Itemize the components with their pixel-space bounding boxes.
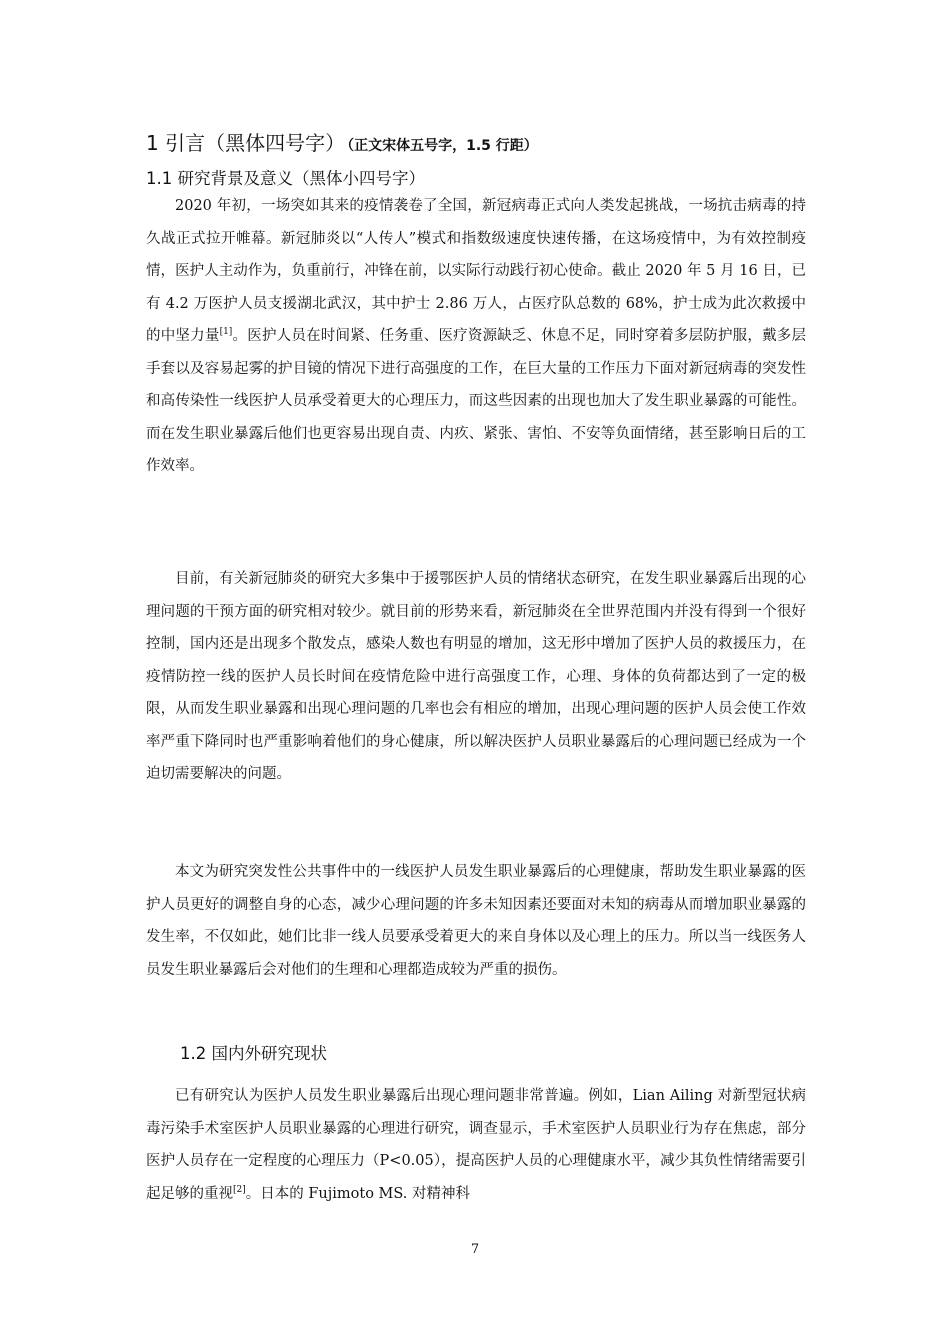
citation-1: [1] [219, 327, 233, 338]
page-number: 7 [470, 1242, 480, 1257]
citation-2: [2] [233, 1184, 246, 1195]
paragraph-4-text-a: 已有研究认为医护人员发生职业暴露后出现心理问题非常普遍。例如，Lian Ailing 对新型冠状病毒污染手术室医护人员职业暴露的心理进行研究，调查显示，手术室医护人员职业行为存在焦虑，部分医护人员存在一定程度的心理压力（P<0.05），提高医护人员的心理健康水平，减少其负性情绪需要引起足够的重视 [146, 1088, 806, 1202]
section-heading-1-2: 1.2 国内外研究现状 [180, 1044, 327, 1063]
section-heading-1-1: 1.1 研究背景及意义（黑体小四号字） [146, 169, 425, 188]
paragraph-2: 目前，有关新冠肺炎的研究大多集中于援鄂医护人员的情绪状态研究，在发生职业暴露后出现的心理问题的干预方面的研究相对较少。就目前的形势来看，新冠肺炎在全世界范围内并没有得到一个很好控制，国内还是出现多个散发点，感染人数也有明显的增加，这无形中增加了医护人员的救援压力，在疫情防控一线的医护人员长时间在疫情危险中进行高强度工作，心理、身体的负荷都达到了一定的极限，从而发生职业暴露和出现心理问题的几率也会有相应的增加，出现心理问题的医护人员会使工作效率严重下降同时也严重影响着他们的身心健康，所以解决医护人员职业暴露后的心理问题已经成为一个迫切需要解决的问题。 [146, 571, 806, 782]
paragraph-1-text-b: 。医护人员在时间紧、任务重、医疗资源缺乏、休息不足，同时穿着多层防护服，戴多层手套以及容易起雾的护目镜的情况下进行高强度的工作，在巨大量的工作压力下面对新冠病毒的突发性和高传染性一线医护人员承受着更大的心理压力，而这些因素的出现也加大了发生职业暴露的可能性。而在发生职业暴露后他们也更容易出现自责、内疚、紧张、害怕、不安等负面情绪，甚至影响日后的工作效率。 [146, 328, 807, 474]
section-heading-1 [146, 128, 538, 161]
heading-1-format-note: （正文宋体五号字，1.5 行距） [347, 138, 538, 154]
paragraph-1-text-a: 2020 年初，一场突如其来的疫情袭卷了全国，新冠病毒正式向人类发起挑战，一场抗击病毒的持久战正式拉开帷幕。新冠肺炎以“人传人”模式和指数级速度快速传播，在这场疫情中，为有效控制疫情，医护人主动作为，负重前行，冲锋在前，以实际行动践行初心使命。截止 2020 年 5 月 16 日，已有 4.2 万医护人员支援湖北武汉，其中护士 2.86 万人，占医疗队总数的 68%，护士成为此次救援中的中坚力量 [146, 198, 806, 344]
paragraph-1 [146, 190, 806, 483]
heading-1-text: 1 引言（黑体四号字） [146, 131, 346, 155]
paragraph-4 [146, 1080, 806, 1210]
paragraph-4-text-b: 。日本的 Fujimoto MS. 对精神科 [245, 1185, 471, 1202]
paragraph-3: 本文为研究突发性公共事件中的一线医护人员发生职业暴露后的心理健康，帮助发生职业暴露的医护人员更好的调整自身的心态，减少心理问题的许多未知因素还要面对未知的病毒从而增加职业暴露的发生率，不仅如此，她们比非一线人员要承受着更大的来自身体以及心理上的压力。所以当一线医务人员发生职业暴露后会对他们的生理和心理都造成较为严重的损伤。 [146, 864, 806, 978]
